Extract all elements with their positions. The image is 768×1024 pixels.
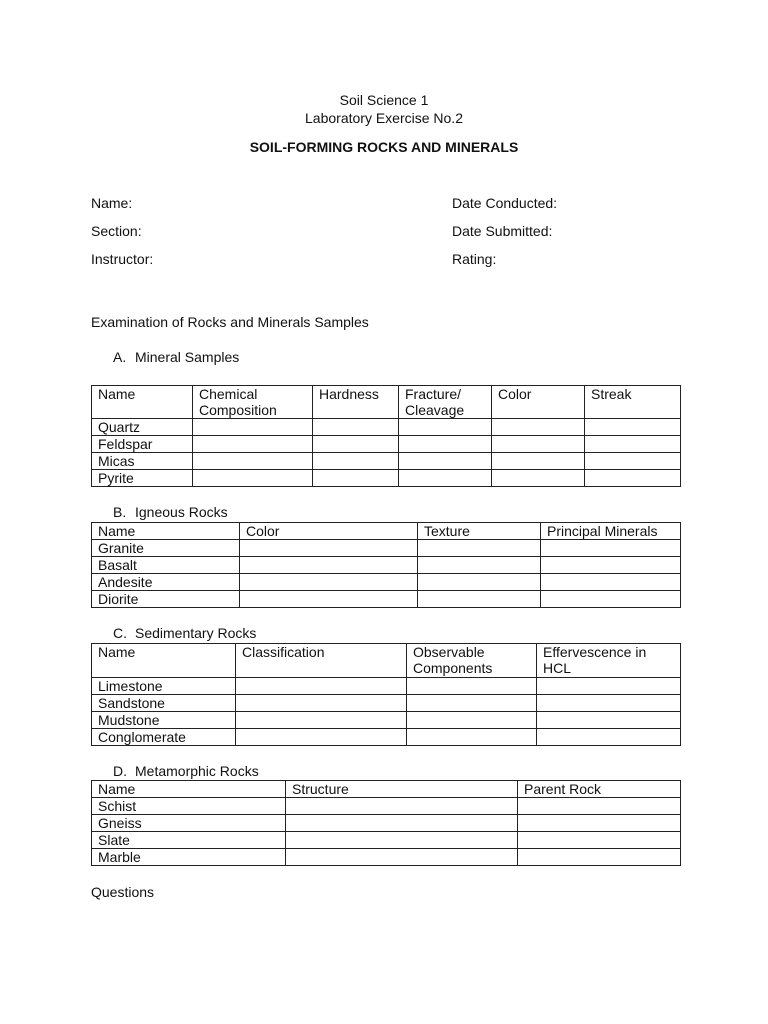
column-header: Chemical Composition [193, 386, 313, 419]
column-header: Structure [286, 781, 518, 798]
questions-heading: Questions [91, 884, 155, 900]
empty-cell[interactable] [240, 557, 418, 574]
section-a-letter: A. [113, 349, 127, 365]
section-a-heading [113, 349, 239, 366]
section-c-title: Sedimentary Rocks [135, 625, 257, 641]
table-header-row [92, 523, 681, 540]
empty-cell[interactable] [407, 712, 537, 729]
table-header-row [92, 644, 681, 678]
table-row [92, 678, 681, 695]
column-header: Name [92, 386, 193, 419]
section-field-label: Section: [91, 223, 142, 239]
table-row [92, 453, 681, 470]
empty-cell[interactable] [286, 849, 518, 866]
sedimentary-rocks-table [91, 643, 681, 746]
row-name-cell: Sandstone [92, 695, 236, 712]
table-header-row [92, 386, 681, 419]
empty-cell[interactable] [518, 798, 681, 815]
empty-cell[interactable] [236, 712, 407, 729]
section-d-letter: D. [113, 763, 127, 779]
row-name-cell: Granite [92, 540, 240, 557]
empty-cell[interactable] [399, 470, 492, 487]
empty-cell[interactable] [236, 695, 407, 712]
empty-cell[interactable] [492, 453, 585, 470]
empty-cell[interactable] [518, 815, 681, 832]
empty-cell[interactable] [585, 453, 681, 470]
empty-cell[interactable] [313, 419, 399, 436]
empty-cell[interactable] [313, 453, 399, 470]
row-name-cell: Mudstone [92, 712, 236, 729]
row-name-cell: Limestone [92, 678, 236, 695]
empty-cell[interactable] [541, 574, 681, 591]
empty-cell[interactable] [585, 436, 681, 453]
column-header: Color [240, 523, 418, 540]
empty-cell[interactable] [236, 678, 407, 695]
column-header: Hardness [313, 386, 399, 419]
instructor-field-label: Instructor: [91, 251, 154, 267]
row-name-cell: Conglomerate [92, 729, 236, 746]
course-name: Soil Science 1 [339, 92, 429, 108]
empty-cell[interactable] [399, 419, 492, 436]
row-name-cell: Schist [92, 798, 286, 815]
row-name-cell: Micas [92, 453, 193, 470]
row-name-cell: Feldspar [92, 436, 193, 453]
empty-cell[interactable] [236, 729, 407, 746]
section-b-letter: B. [113, 504, 127, 520]
empty-cell[interactable] [492, 419, 585, 436]
section-c-letter: C. [113, 625, 127, 641]
mineral-samples-table [91, 385, 681, 487]
empty-cell[interactable] [518, 832, 681, 849]
empty-cell[interactable] [286, 815, 518, 832]
row-name-cell: Marble [92, 849, 286, 866]
empty-cell[interactable] [286, 832, 518, 849]
row-name-cell: Slate [92, 832, 286, 849]
table-row [92, 540, 681, 557]
column-header: Observable Components [407, 644, 537, 678]
table-row [92, 436, 681, 453]
empty-cell[interactable] [518, 849, 681, 866]
table-row [92, 695, 681, 712]
table-row [92, 591, 681, 608]
row-name-cell: Pyrite [92, 470, 193, 487]
empty-cell[interactable] [541, 540, 681, 557]
table-row [92, 798, 681, 815]
row-name-cell: Diorite [92, 591, 240, 608]
empty-cell[interactable] [313, 436, 399, 453]
empty-cell[interactable] [240, 574, 418, 591]
table-row [92, 470, 681, 487]
section-d-heading [113, 763, 259, 780]
row-name-cell: Andesite [92, 574, 240, 591]
empty-cell[interactable] [585, 419, 681, 436]
empty-cell[interactable] [407, 695, 537, 712]
name-field-label: Name: [91, 195, 133, 211]
column-header: Texture [418, 523, 541, 540]
empty-cell[interactable] [193, 419, 313, 436]
empty-cell[interactable] [418, 540, 541, 557]
empty-cell[interactable] [240, 591, 418, 608]
empty-cell[interactable] [399, 453, 492, 470]
table-row [92, 557, 681, 574]
empty-cell[interactable] [286, 798, 518, 815]
empty-cell[interactable] [193, 470, 313, 487]
empty-cell[interactable] [585, 470, 681, 487]
document-title: SOIL-FORMING ROCKS AND MINERALS [249, 139, 519, 155]
column-header: Effervescence in HCL [537, 644, 681, 678]
table-row [92, 729, 681, 746]
column-header: Name [92, 644, 236, 678]
empty-cell[interactable] [537, 695, 681, 712]
empty-cell[interactable] [407, 678, 537, 695]
empty-cell[interactable] [407, 729, 537, 746]
empty-cell[interactable] [399, 436, 492, 453]
column-header: Name [92, 523, 240, 540]
section-d-title: Metamorphic Rocks [135, 763, 259, 779]
row-name-cell: Basalt [92, 557, 240, 574]
section-b-heading [113, 504, 228, 521]
rating-label: Rating: [452, 251, 497, 267]
empty-cell[interactable] [418, 574, 541, 591]
empty-cell[interactable] [193, 453, 313, 470]
column-header: Principal Minerals [541, 523, 681, 540]
table-row [92, 419, 681, 436]
row-name-cell: Gneiss [92, 815, 286, 832]
row-name-cell: Quartz [92, 419, 193, 436]
empty-cell[interactable] [313, 470, 399, 487]
empty-cell[interactable] [537, 678, 681, 695]
column-header: Classification [236, 644, 407, 678]
table-row [92, 712, 681, 729]
empty-cell[interactable] [541, 557, 681, 574]
empty-cell[interactable] [240, 540, 418, 557]
empty-cell[interactable] [492, 436, 585, 453]
date-submitted-label: Date Submitted: [452, 223, 553, 239]
column-header: Streak [585, 386, 681, 419]
column-header: Fracture/ Cleavage [399, 386, 492, 419]
column-header: Color [492, 386, 585, 419]
column-header: Name [92, 781, 286, 798]
table-row [92, 574, 681, 591]
date-conducted-label: Date Conducted: [452, 195, 558, 211]
column-header: Parent Rock [518, 781, 681, 798]
empty-cell[interactable] [537, 712, 681, 729]
section-b-title: Igneous Rocks [135, 504, 228, 520]
empty-cell[interactable] [193, 436, 313, 453]
table-row [92, 849, 681, 866]
section-a-title: Mineral Samples [135, 349, 240, 365]
metamorphic-rocks-table [91, 780, 681, 866]
exercise-number: Laboratory Exercise No.2 [305, 110, 463, 126]
intro-text: Examination of Rocks and Minerals Samples [91, 314, 369, 330]
empty-cell[interactable] [537, 729, 681, 746]
table-row [92, 832, 681, 849]
igneous-rocks-table [91, 522, 681, 608]
section-c-heading [113, 625, 256, 642]
empty-cell[interactable] [541, 591, 681, 608]
empty-cell[interactable] [418, 591, 541, 608]
table-row [92, 815, 681, 832]
table-header-row [92, 781, 681, 798]
empty-cell[interactable] [492, 470, 585, 487]
empty-cell[interactable] [418, 557, 541, 574]
